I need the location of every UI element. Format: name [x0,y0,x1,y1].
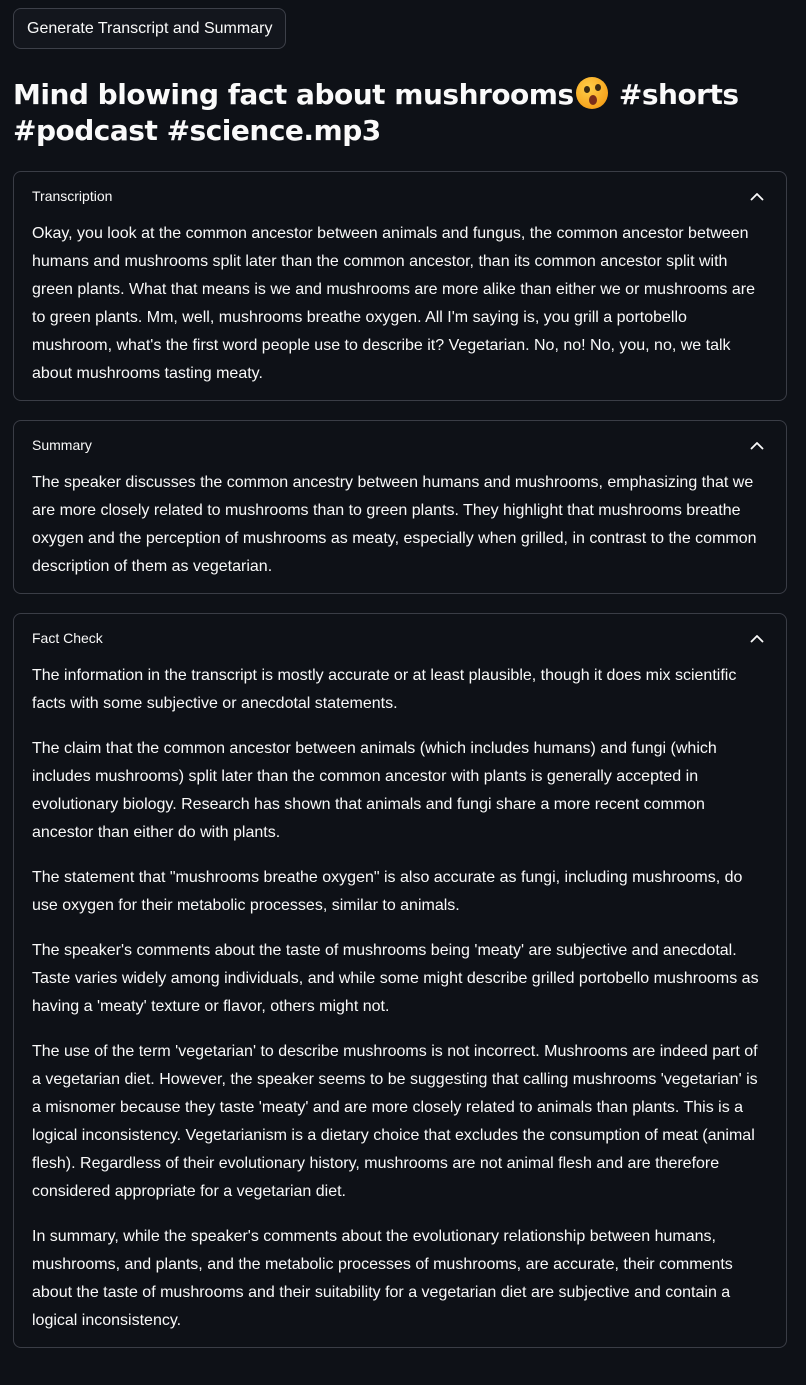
transcription-expander-header[interactable] [14,172,786,220]
fact-check-paragraph: The speaker's comments about the taste of mushrooms being 'meaty' are subjective and anecdotal. Taste varies widely among individuals, and while some might describe grilled portobello mushrooms as having a 'meaty' texture or flavor, others might not. [32,942,759,1015]
transcription-text: Okay, you look at the common ancestor between animals and fungus, the common ancestor between humans and mushrooms split later than the common ancestor, than its common ancestor split with green plants. What that means is we and mushrooms are more alike than either we or mushrooms are to green plants. Mm, well, mushrooms breathe oxygen. All I'm saying is, you grill a portobello mushroom, what's the first word people use to describe it? Vegetarian. No, no! No, you, no, we talk about mushrooms tasting meaty. [32,225,755,382]
chevron-up-icon[interactable] [746,627,768,649]
summary-text: The speaker discusses the common ancestry between humans and mushrooms, emphasizing that we are more closely related to mushrooms than to green plants. They highlight that mushrooms breathe oxygen and the perception of mushrooms as meaty, especially when grilled, in contrast to the common description of them as vegetarian. [32,474,757,575]
fact-check-paragraph: The claim that the common ancestor between animals (which includes humans) and fungi (which includes mushrooms) split later than the common ancestor with plants is generally accepted in evolutionary biology. Research has shown that animals and fungi share a more recent common ancestor than either do with plants. [32,740,717,841]
fact-check-paragraph: The statement that "mushrooms breathe oxygen" is also accurate as fungi, including mushrooms, do use oxygen for their metabolic processes, similar to animals. [32,869,743,914]
fact-check-paragraph: The information in the transcript is mostly accurate or at least plausible, though it does mix scientific facts with some subjective or anecdotal statements. [32,667,737,712]
fact-check-expander [13,613,787,1348]
fact-check-expander-header[interactable] [14,614,786,662]
app-main [13,8,787,1348]
transcription-expander-body [14,220,786,400]
page-title-text: Mind blowing fact about mushrooms [13,78,574,111]
page-title [13,77,787,149]
transcription-expander-title: Transcription [32,188,113,204]
summary-expander [13,420,787,594]
summary-expander-body [14,469,786,593]
page-title-tags: #shorts #podcast #science.mp3 [13,78,739,147]
transcription-expander [13,171,787,401]
fact-check-paragraph: In summary, while the speaker's comments about the evolutionary relationship between humans, mushrooms, and plants, and the metabolic processes of mushrooms, are accurate, their comments about the taste of mushrooms and their suitability for a vegetarian diet are subjective and contain a logical inconsistency. [32,1228,733,1329]
chevron-up-icon[interactable] [746,434,768,456]
summary-expander-title: Summary [32,437,92,453]
fact-check-expander-title: Fact Check [32,630,103,646]
fact-check-expander-body [14,662,786,1347]
fact-check-paragraph: The use of the term 'vegetarian' to describe mushrooms is not incorrect. Mushrooms are indeed part of a vegetarian diet. However, the speaker seems to be suggesting that calling mushrooms 'vegetarian' is a misnomer because they taste 'meaty' and are more closely related to animals than plants. This is a logical inconsistency. Vegetarianism is a dietary choice that excludes the consumption of meat (animal flesh). Regardless of their evolutionary history, mushrooms are not animal flesh and are therefore considered appropriate for a vegetarian diet. [32,1043,758,1200]
chevron-up-icon[interactable] [746,185,768,207]
generate-transcript-summary-button[interactable]: Generate Transcript and Summary [13,8,286,49]
astonished-face-emoji-icon [576,77,608,109]
summary-expander-header[interactable] [14,421,786,469]
